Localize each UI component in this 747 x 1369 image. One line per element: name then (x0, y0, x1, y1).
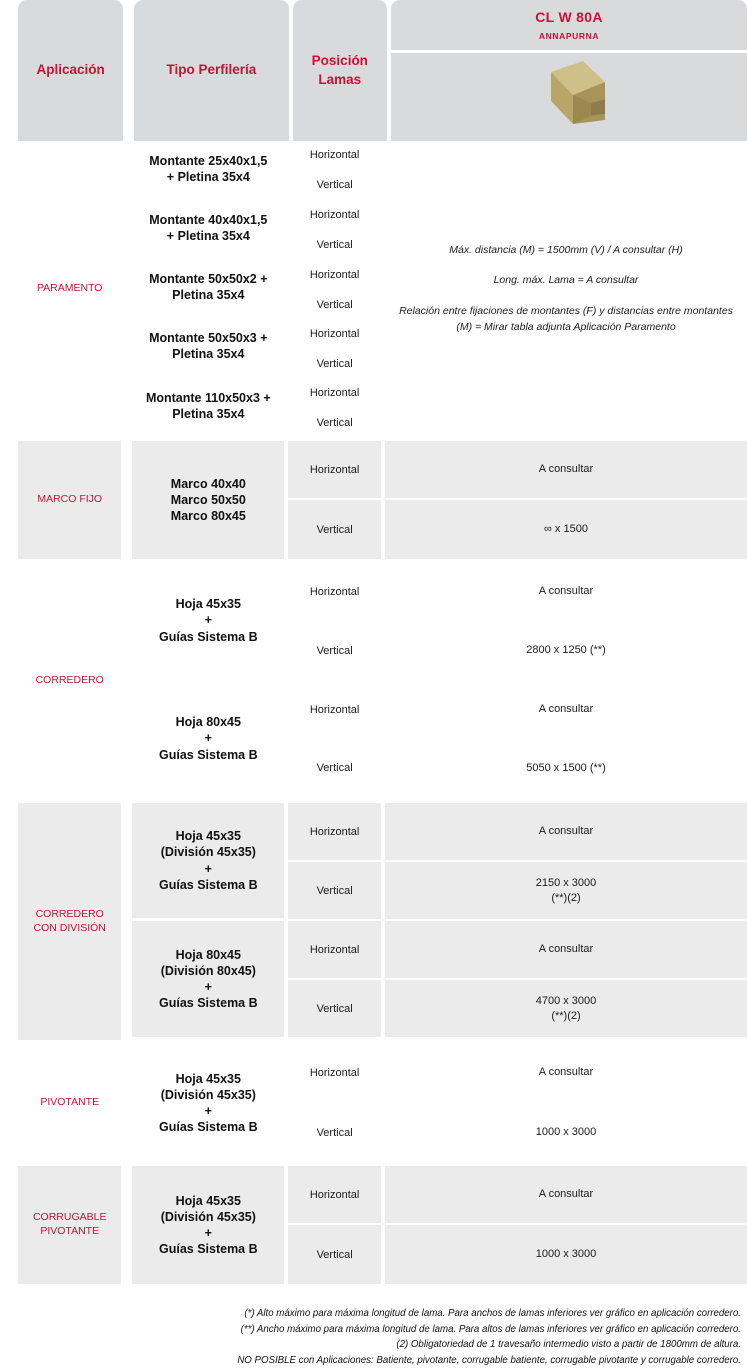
application-label: MARCO FIJO (37, 493, 103, 506)
value-cell (385, 1103, 747, 1162)
profile-label (159, 828, 258, 893)
paramento-note: Long. máx. Lama = A consultar (493, 274, 639, 287)
value-column-marco-fijo (385, 441, 747, 559)
profile-line3: Guías Sistema B (158, 747, 258, 762)
position-label: Horizontal (309, 585, 360, 598)
value-cell (385, 1044, 747, 1103)
position-label: Vertical (316, 1248, 353, 1261)
profile-line1: Hoja 45x35 (175, 597, 241, 612)
profile-line1: Hoja 45x35 (175, 1071, 241, 1086)
profile-line2: + Pletina 35x4 (166, 229, 250, 243)
profile-line2: + (204, 613, 212, 628)
position-column-pivotante (288, 1044, 381, 1162)
profile-label (149, 212, 267, 245)
value-label (536, 876, 597, 906)
value-cell (385, 441, 747, 500)
profile-cell (132, 200, 284, 259)
header-label-position-line1: Posición (311, 53, 368, 69)
position-label: Vertical (316, 298, 353, 311)
profile-line2: (División 45x35) (160, 1087, 256, 1102)
profile-line2: (División 45x35) (160, 1209, 256, 1224)
position-label: Vertical (316, 179, 353, 191)
profile-line4: Guías Sistema B (158, 996, 258, 1011)
value-label: 2800 x 1250 (**) (526, 644, 606, 657)
section-corredero (0, 563, 747, 799)
profile-line4: Guías Sistema B (158, 877, 258, 892)
position-label: Vertical (316, 1126, 353, 1139)
position-column-marco-fijo (288, 441, 381, 559)
value-cell (385, 921, 747, 980)
profile-cell (132, 259, 284, 318)
header-cell-profile (134, 0, 288, 141)
profile-line3: Marco 80x45 (170, 509, 246, 524)
application-cell-corrugable-pivotante (18, 1166, 121, 1284)
position-cell (288, 441, 381, 500)
value-label (536, 994, 597, 1024)
position-cell (288, 261, 381, 291)
position-cell (288, 563, 381, 622)
header-label-profile: Tipo Perfilería (166, 62, 257, 78)
header-label-position-line2: Lamas (318, 71, 362, 87)
value-cell (385, 862, 747, 921)
product-image-box (391, 53, 747, 141)
value-cell (385, 740, 747, 796)
value-cell (385, 980, 747, 1037)
profile-cell (132, 921, 284, 1037)
position-cell (288, 379, 381, 408)
position-label: Horizontal (309, 269, 360, 281)
position-cell (288, 622, 381, 681)
profile-label (159, 714, 258, 763)
position-label: Horizontal (309, 825, 360, 838)
profile-line1: Montante 110x50x3 + (145, 390, 271, 405)
application-label (33, 1211, 107, 1239)
application-label: CORREDERO (35, 674, 104, 687)
section-marco-fijo (0, 441, 747, 559)
position-cell (288, 921, 381, 980)
profile-line2: + (204, 731, 212, 746)
application-label-line1: CORRUGABLE (32, 1211, 107, 1224)
profile-line4: Guías Sistema B (158, 1242, 258, 1257)
position-label: Vertical (316, 644, 353, 657)
value-cell (385, 1225, 747, 1284)
profile-cell (132, 563, 284, 681)
profile-line1: Montante 50x50x2 + (149, 271, 268, 286)
section-corredero-con-division (0, 803, 747, 1040)
value-column-corredero (385, 563, 747, 799)
position-column-corrugable-pivotante (288, 1166, 381, 1284)
header-cell-product (391, 0, 747, 141)
paramento-note-block (385, 243, 747, 336)
profile-line1: Montante 40x40x1,5 (149, 212, 268, 227)
position-label: Horizontal (309, 1188, 360, 1201)
value-cell (385, 500, 747, 559)
profile-line3: + (204, 861, 212, 876)
application-label: PIVOTANTE (40, 1096, 100, 1109)
profile-line3: + (204, 980, 212, 994)
position-cell (288, 231, 381, 261)
profile-line3: Guías Sistema B (158, 629, 258, 644)
position-label: Horizontal (309, 463, 360, 476)
position-cell (288, 740, 381, 796)
value-label: A consultar (538, 585, 594, 598)
profile-line4: Guías Sistema B (158, 1120, 258, 1135)
position-column-paramento (288, 141, 381, 437)
profile-label (159, 1071, 258, 1136)
profile-label (159, 947, 258, 1012)
position-label: Vertical (316, 884, 353, 897)
profile-cell (132, 803, 284, 921)
profile-line1: Montante 50x50x3 + (149, 330, 268, 345)
value-label: A consultar (538, 463, 594, 476)
value-column-pivotante (385, 1044, 747, 1162)
product-title-bar (391, 0, 747, 50)
value-label: 1000 x 3000 (535, 1248, 597, 1261)
position-cell (288, 1225, 381, 1284)
profile-line2: Pletina 35x4 (172, 347, 245, 361)
position-cell (288, 141, 381, 171)
value-line2: (**)(2) (551, 1009, 581, 1022)
position-label: Horizontal (309, 703, 360, 716)
profile-line2: (División 45x35) (160, 845, 256, 860)
profile-label (149, 153, 267, 186)
position-cell (288, 171, 381, 201)
position-cell (288, 350, 381, 379)
position-label: Horizontal (309, 328, 360, 340)
position-cell (288, 320, 381, 350)
position-label: Horizontal (309, 943, 360, 956)
profile-line1: Marco 40x40 (170, 476, 246, 491)
position-cell (288, 500, 381, 559)
profile-line1: Hoja 80x45 (175, 947, 241, 962)
application-cell-corredero (18, 563, 121, 799)
value-label: 1000 x 3000 (535, 1126, 597, 1139)
section-paramento (0, 141, 747, 437)
footnote-item: (*) Alto máximo para máxima longitud de lama. Para anchos de lamas inferiores ver gráfico en aplicación corredero. (244, 1308, 741, 1319)
position-label: Vertical (316, 357, 353, 370)
value-label: ∞ x 1500 (544, 523, 588, 536)
value-label: A consultar (538, 825, 594, 838)
profile-cell (132, 681, 284, 796)
application-cell-paramento (18, 141, 121, 437)
position-label: Vertical (316, 1002, 353, 1015)
louvre-block-3d-icon (521, 58, 617, 136)
position-label: Vertical (316, 523, 353, 536)
header-label-application: Aplicación (36, 62, 105, 78)
profile-label (159, 1193, 258, 1258)
application-cell-pivotante (18, 1044, 121, 1162)
profile-label (146, 390, 271, 423)
application-label-line2: PIVOTANTE (40, 1225, 100, 1237)
position-cell (288, 1103, 381, 1162)
table-header-row (0, 0, 747, 141)
value-column-corredero-con-division (385, 803, 747, 1040)
application-label (34, 908, 106, 936)
position-label: Horizontal (309, 209, 360, 221)
position-label: Vertical (316, 416, 353, 429)
profile-line2: + Pletina 35x4 (166, 170, 250, 184)
position-label: Vertical (316, 762, 353, 774)
value-cell (385, 681, 747, 740)
header-cell-position (293, 0, 387, 141)
section-pivotante (0, 1044, 747, 1162)
value-label: 5050 x 1500 (**) (526, 761, 606, 774)
position-cell (288, 803, 381, 862)
profile-cell-marco-fijo (132, 441, 284, 559)
profile-cell (132, 377, 284, 435)
position-column-corredero (288, 563, 381, 799)
application-label: PARAMENTO (36, 282, 103, 295)
profile-cell-pivotante (132, 1044, 284, 1162)
footnotes (0, 1284, 747, 1369)
value-label: A consultar (538, 1188, 594, 1201)
profile-label (171, 476, 246, 525)
profile-line3: + (204, 1226, 212, 1240)
value-cell (385, 622, 747, 681)
profile-line2: Marco 50x50 (170, 492, 246, 507)
position-cell (288, 681, 381, 740)
value-cell (385, 1166, 747, 1225)
product-collection: ANNAPURNA (538, 31, 600, 41)
value-label: A consultar (538, 1066, 594, 1079)
position-cell (288, 1166, 381, 1225)
profile-column-corredero (132, 563, 284, 799)
header-cell-application (18, 0, 123, 141)
profile-label (159, 596, 258, 645)
profile-label (149, 271, 267, 304)
paramento-note: Máx. distancia (M) = 1500mm (V) / A consultar (H) (449, 243, 683, 256)
position-label: Horizontal (309, 386, 360, 399)
position-label: Horizontal (309, 149, 360, 161)
application-cell-marco-fijo (18, 441, 121, 559)
value-line2: (**)(2) (551, 891, 581, 904)
profile-label (149, 330, 267, 363)
position-cell (288, 980, 381, 1037)
position-cell (288, 291, 381, 320)
profile-cell-corrugable-pivotante (132, 1166, 284, 1284)
profile-line1: Hoja 80x45 (175, 715, 241, 730)
application-label-line2: CON DIVISIÓN (33, 921, 106, 934)
value-cell (385, 803, 747, 862)
footnote-item: (**) Ancho máximo para máxima longitud de lama. Para altos de lamas inferiores ver gráfico en aplicación corredero. (240, 1323, 741, 1335)
value-label: A consultar (538, 703, 594, 716)
footnote-item: NO POSIBLE con Aplicaciones: Batiente, pivotante, corrugable batiente, corrugable pivotante y corrugable corredero. (237, 1355, 741, 1367)
value-line1: 4700 x 3000 (535, 994, 597, 1007)
profile-cell (132, 318, 284, 377)
application-label-line1: CORREDERO (35, 907, 104, 920)
header-label-position (312, 52, 368, 88)
profile-column-corredero-con-division (132, 803, 284, 1040)
value-cell-paramento-notes (385, 141, 747, 437)
product-name: CL W 80A (535, 9, 603, 25)
profile-line2: (División 80x45) (160, 963, 256, 978)
position-cell (288, 862, 381, 921)
footnote-item: (2) Obligatoriedad de 1 travesaño intermedio visto a partir de 1800mm de altura. (396, 1339, 741, 1351)
value-label: A consultar (538, 943, 594, 956)
profile-line1: Montante 25x40x1,5 (149, 153, 268, 168)
profile-line2: Pletina 35x4 (172, 288, 245, 302)
value-column-corrugable-pivotante (385, 1166, 747, 1284)
profile-line1: Hoja 45x35 (175, 1193, 241, 1208)
profile-cell (132, 141, 284, 200)
section-corrugable-pivotante (0, 1166, 747, 1284)
profile-line1: Hoja 45x35 (175, 829, 241, 843)
paramento-note: Relación entre fijaciones de montantes (F) y distancias entre montantes (M) = Mirar tabla adjunta Aplicación Paramento (399, 305, 733, 333)
value-line1: 2150 x 3000 (535, 876, 597, 889)
position-column-corredero-con-division (288, 803, 381, 1040)
position-cell (288, 201, 381, 231)
position-label: Vertical (316, 239, 353, 251)
value-cell (385, 563, 747, 622)
position-cell (288, 408, 381, 437)
profile-line2: Pletina 35x4 (172, 407, 245, 421)
position-cell (288, 1044, 381, 1103)
position-label: Horizontal (309, 1066, 360, 1079)
profile-column-paramento (132, 141, 284, 437)
profile-line3: + (204, 1104, 212, 1118)
application-cell-corredero-con-division (18, 803, 121, 1040)
